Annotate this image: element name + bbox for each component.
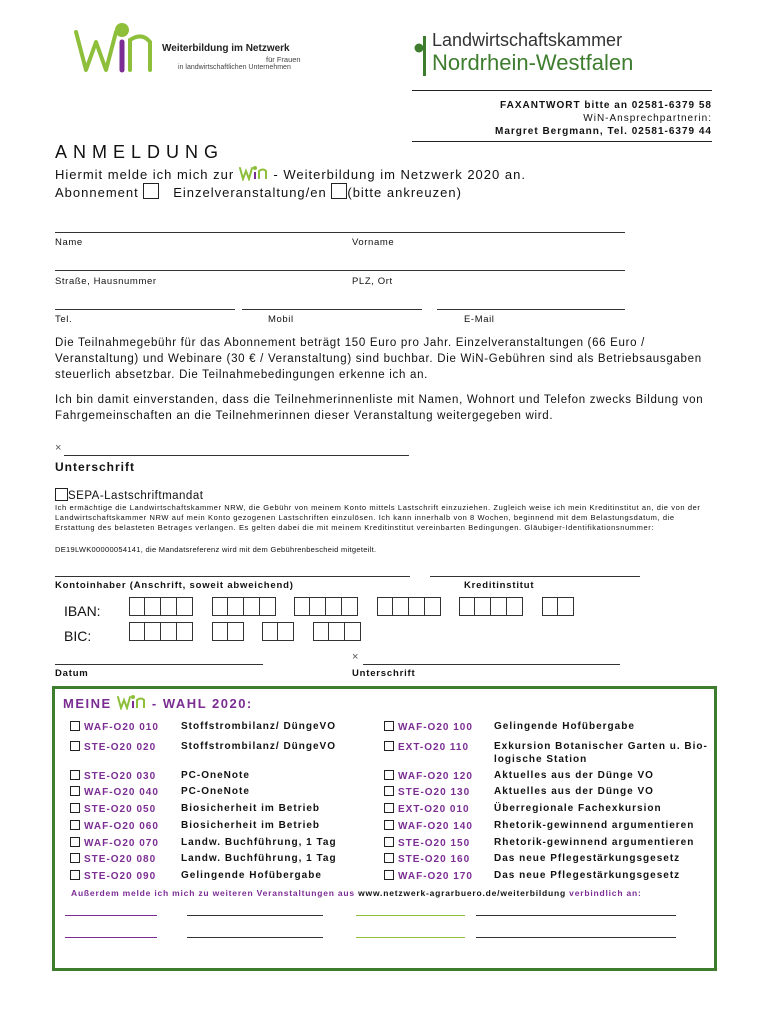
iban-row [64,597,588,621]
street-line[interactable] [55,270,625,271]
bic-group-4[interactable] [313,622,361,641]
sel-left-title-4: Biosicherheit im Betrieb [181,803,321,814]
course-code: STE-O20 090 [84,871,157,882]
sel-left-title-2: PC-OneNote [181,770,250,781]
email-line[interactable] [437,309,625,310]
sel-left-0[interactable] [70,721,159,733]
sepa-text2: DE19LWK00000054141, die Mandatsreferenz wird mit dem Gebührenbescheid mitgeteilt. [55,545,377,554]
course-code: WAF-O20 170 [398,871,473,882]
sel-checkbox[interactable] [384,853,394,863]
course-code: STE-O20 150 [398,838,471,849]
einzel-checkbox[interactable] [331,183,347,199]
sepa-title: SEPA-Lastschriftmandat [68,490,204,502]
fax-box [412,90,712,142]
consent-paragraph: Ich bin damit einverstanden, dass die Teilnehmerinnenliste mit Namen, Wohnort und Telefon zwecks Bildung von Fahrgemeinschaften an die Teilnehmerinnen dieser Veranstaltung weitergegeben wird. [55,394,704,422]
bic-label: BIC: [64,628,92,644]
signature-line[interactable] [64,455,409,456]
sel-right-0[interactable] [384,721,473,733]
sel-left-title-3: PC-OneNote [181,786,250,797]
sel-right-8[interactable] [384,870,473,882]
sel-left-2[interactable] [70,770,156,782]
course-code: WAF-O20 120 [398,771,473,782]
sel-checkbox[interactable] [70,741,80,751]
iban-group-3[interactable] [294,597,358,616]
course-code: WAF-O20 040 [84,787,159,798]
sel-checkbox[interactable] [70,853,80,863]
sel-right-title-6: Rhetorik-gewinnend argumentieren [494,837,695,848]
einzel-label: Einzelveranstaltung/en [173,185,327,200]
sel-left-4[interactable] [70,803,156,815]
sel-checkbox[interactable] [384,820,394,830]
fax-line1: FAXANTWORT bitte an 02581-6379 58 [500,100,712,111]
kontoinhaber-line[interactable] [55,576,410,577]
datum-line[interactable] [55,664,263,665]
extra-line-1b[interactable] [187,915,323,916]
lwk-logo-icon [414,36,428,76]
selection-box [52,686,717,971]
sel-left-title-5: Biosicherheit im Betrieb [181,820,321,831]
course-code: STE-O20 160 [398,854,471,865]
sel-checkbox[interactable] [70,803,80,813]
sel-left-title-1: Stoffstrombilanz/ DüngeVO [181,741,336,752]
win-mini-logo [239,165,269,181]
sel-right-title-8: Das neue Pflegestärkungsgesetz [494,870,681,881]
sel-checkbox[interactable] [384,786,394,796]
course-code: STE-O20 050 [84,804,157,815]
extra-line-2b[interactable] [187,937,323,938]
bic-group-2[interactable] [212,622,244,641]
sel-checkbox[interactable] [70,770,80,780]
tel-label: Tel. [55,314,73,325]
subscription-choice [55,183,462,200]
sepa-text: Ich ermächtige die Landwirtschaftskammer NRW, die Gebühr von meinem Konto mittels Lastschrift einzuziehen. Zugleich weise ich mein Kreditinstitut an, die von der Landwirtschaftskammer NRW auf mein Konto gezogenen Lastschriften einzulösen. Ich kann innerhalb von 8 Wochen, beginnend mit dem Belastungsdatum, die Erstattung des belasteten Betrages verlangen. Es gelten dabei die mit meinem Kreditinstitut vereinbarten Bedingungen. Gläubiger-Identifikationsnummer: [55,503,701,532]
mobil-line[interactable] [242,309,422,310]
sepa-signature-line[interactable] [363,664,620,665]
sepa-signature-mark: × [352,651,359,663]
course-code: WAF-O20 070 [84,838,159,849]
extra-line-2c[interactable] [356,937,465,938]
plz-label: PLZ, Ort [352,276,393,287]
kreditinstitut-label: Kreditinstitut [464,580,535,591]
sel-right-5[interactable] [384,820,473,832]
win-logo [70,18,320,78]
sel-left-title-0: Stoffstrombilanz/ DüngeVO [181,721,336,732]
sel-left-8[interactable] [70,870,156,882]
signature-label: Unterschrift [55,460,136,474]
intro-part2: - Weiterbildung im Netzwerk 2020 an. [273,167,526,182]
course-code: EXT-O20 010 [398,804,470,815]
vorname-label: Vorname [352,237,395,248]
sel-right-2[interactable] [384,770,473,782]
abo-checkbox[interactable] [143,183,159,199]
course-code: WAF-O20 060 [84,821,159,832]
footer-part1: Außerdem melde ich mich zu weiteren Veranstaltungen aus [71,888,355,898]
sel-checkbox[interactable] [384,770,394,780]
page-title: ANMELDUNG [55,142,225,162]
sel-left-7[interactable] [70,853,156,865]
course-code: STE-O20 030 [84,771,157,782]
fee-paragraph: Die Teilnahmegebühr für das Abonnement beträgt 150 Euro pro Jahr. Einzelveranstaltungen (66 Euro / Veranstaltung) und Webinare (30 € / Veranstaltung) sind buchbar. Die WiN-Gebühren sind als Betriebsausgaben steuerlich absetzbar. Die Teilnahmebedingungen erkenne ich an. [55,337,702,381]
selection-title-part1: MEINE [63,696,112,711]
sel-left-1[interactable] [70,741,156,753]
signature-mark: × [55,442,62,454]
name-label: Name [55,237,83,248]
lwk-logo-line1: Landwirtschaftskammer [432,30,623,50]
iban-group-2[interactable] [212,597,276,616]
iban-group-6[interactable] [542,597,574,616]
sel-checkbox[interactable] [384,803,394,813]
sepa-title-row [55,488,203,502]
sel-checkbox[interactable] [384,721,394,731]
extra-line-1a[interactable] [65,915,157,916]
course-code: EXT-O20 110 [398,742,470,753]
sel-right-4[interactable] [384,803,470,815]
abo-label: Abonnement [55,185,139,200]
intro-part1: Hiermit melde ich mich zur [55,167,235,182]
win-logo-line2: für Frauen [266,55,301,64]
sel-right-title-7: Das neue Pflegestärkungsgesetz [494,853,681,864]
lwk-logo [414,30,694,80]
extra-line-2d[interactable] [476,937,676,938]
bic-group-1[interactable] [129,622,193,641]
sel-checkbox[interactable] [384,741,394,751]
selection-title [63,694,253,711]
kontoinhaber-label: Kontoinhaber (Anschrift, soweit abweichend) [55,580,294,591]
sel-checkbox[interactable] [70,721,80,731]
course-code: WAF-O20 140 [398,821,473,832]
sel-right-title-4: Überregionale Fachexkursion [494,803,662,814]
sel-left-5[interactable] [70,820,159,832]
sepa-checkbox[interactable] [55,488,68,501]
iban-group-5[interactable] [459,597,523,616]
footer-link[interactable]: www.netzwerk-agrarbuero.de/weiterbildung [358,888,566,898]
selection-title-part2: - WAHL 2020: [151,696,253,711]
sel-left-title-6: Landw. Buchführung, 1 Tag [181,837,337,848]
sel-right-3[interactable] [384,786,470,798]
iban-group-4[interactable] [377,597,441,616]
sel-left-3[interactable] [70,786,159,798]
datum-label: Datum [55,668,89,679]
sel-right-title-2: Aktuelles aus der Dünge VO [494,770,654,781]
iban-group-1[interactable] [129,597,193,616]
sel-right-7[interactable] [384,853,470,865]
sel-right-6[interactable] [384,837,470,849]
ankreuzen-label: (bitte ankreuzen) [347,185,462,200]
sel-checkbox[interactable] [70,870,80,880]
iban-label: IBAN: [64,603,101,619]
lwk-logo-line2: Nordrhein-Westfalen [432,50,634,75]
extra-line-1d[interactable] [476,915,676,916]
footer-part2: verbindlich an: [569,888,642,898]
win-logo-line3: in landwirtschaftlichen Unternehmen [178,64,291,71]
intro-line [55,165,526,182]
tel-line[interactable] [55,309,235,310]
kreditinstitut-line[interactable] [430,576,640,577]
sel-left-title-8: Gelingende Hofübergabe [181,870,322,881]
extra-line-1c[interactable] [356,915,465,916]
sel-right-title-3: Aktuelles aus der Dünge VO [494,786,654,797]
sel-checkbox[interactable] [384,837,394,847]
selection-footer [71,888,642,898]
email-label: E-Mail [464,314,495,325]
course-code: STE-O20 020 [84,742,157,753]
course-code: WAF-O20 100 [398,722,473,733]
sel-checkbox[interactable] [384,870,394,880]
street-label: Straße, Hausnummer [55,276,157,287]
sel-checkbox[interactable] [70,837,80,847]
win-logo-graphic [70,18,170,78]
sel-right-title-0: Gelingende Hofübergabe [494,721,635,732]
fax-line3: Margret Bergmann, Tel. 02581-6379 44 [494,126,712,137]
sel-right-title-5: Rhetorik-gewinnend argumentieren [494,820,695,831]
sel-right-title2-1: logische Station [494,754,588,765]
sel-checkbox[interactable] [70,786,80,796]
win-logo-line1: Weiterbildung im Netzwerk [162,43,290,54]
course-code: STE-O20 130 [398,787,471,798]
course-code: STE-O20 080 [84,854,157,865]
course-code: WAF-O20 010 [84,722,159,733]
extra-line-2a[interactable] [65,937,157,938]
mobil-label: Mobil [268,314,294,325]
fax-line2: WiN-Ansprechpartnerin: [583,113,712,124]
name-line[interactable] [55,232,625,233]
sel-right-1[interactable] [384,741,469,753]
sepa-signature-label: Unterschrift [352,668,416,679]
sel-right-title-1: Exkursion Botanischer Garten u. Bio- [494,741,708,752]
bic-row [64,622,375,646]
bic-group-3[interactable] [262,622,294,641]
sel-left-title-7: Landw. Buchführung, 1 Tag [181,853,337,864]
win-mini-logo-2 [117,694,147,710]
sel-left-6[interactable] [70,837,159,849]
sel-checkbox[interactable] [70,820,80,830]
